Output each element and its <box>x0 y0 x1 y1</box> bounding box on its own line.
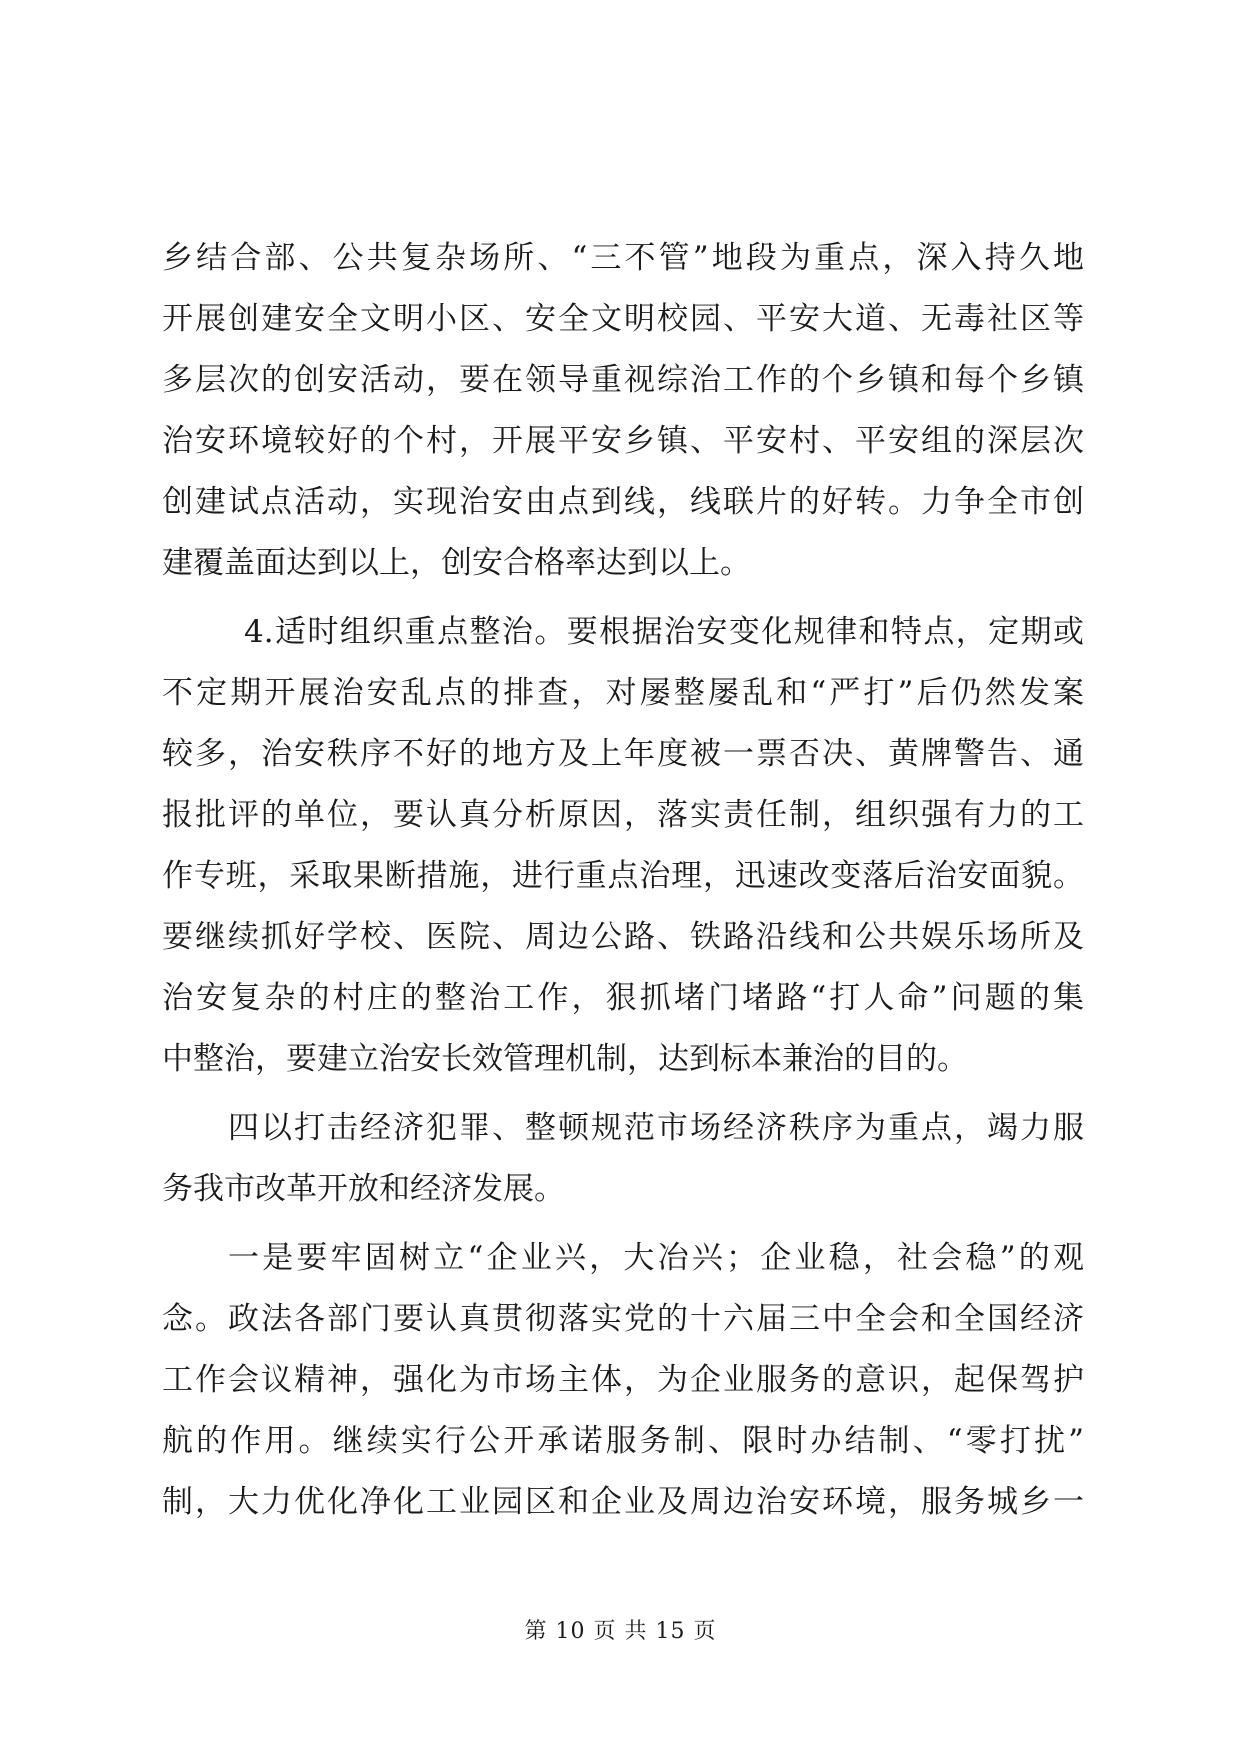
text-line: 航的作用。继续实行公开承诺服务制、限时办结制、“零打扰” <box>162 1423 1084 1459</box>
text-line: 较多，治安秩序不好的地方及上年度被一票否决、黄牌警告、通 <box>162 736 1084 772</box>
text-line: 一是要牢固树立“企业兴，大冶兴；企业稳，社会稳”的观 <box>228 1240 1084 1276</box>
text-line: 报批评的单位，要认真分析原因，落实责任制，组织强有力的工 <box>162 797 1084 833</box>
text-line: 开展创建安全文明小区、安全文明校园、平安大道、无毒社区等 <box>162 301 1084 337</box>
paragraph <box>162 602 1084 1090</box>
text-line: 不定期开展治安乱点的排查，对屡整屡乱和“严打”后仍然发案 <box>162 675 1084 711</box>
text-line: 四以打击经济犯罪、整顿规范市场经济秩序为重点，竭力服 <box>228 1110 1084 1146</box>
document-body <box>162 228 1084 1533</box>
text-line: 治安复杂的村庄的整治工作，狠抓堵门堵路“打人命”问题的集 <box>162 980 1084 1016</box>
text-line: 4.适时组织重点整治。要根据治安变化规律和特点，定期或 <box>244 614 1084 650</box>
text-line: 治安环境较好的个村，开展平安乡镇、平安村、平安组的深层次 <box>162 423 1084 459</box>
text-line: 乡结合部、公共复杂场所、“三不管”地段为重点，深入持久地 <box>162 240 1084 276</box>
paragraph <box>162 1098 1084 1220</box>
text-line: 工作会议精神，强化为市场主体，为企业服务的意识，起保驾护 <box>162 1362 1084 1398</box>
text-line: 创建试点活动，实现治安由点到线，线联片的好转。力争全市创 <box>162 484 1084 520</box>
text-line: 中整治，要建立治安长效管理机制，达到标本兼治的目的。 <box>162 1041 968 1077</box>
page-number-footer: 第 10 页 共 15 页 <box>524 1619 717 1644</box>
text-line: 多层次的创安活动，要在领导重视综治工作的个乡镇和每个乡镇 <box>162 362 1084 398</box>
text-line: 要继续抓好学校、医院、周边公路、铁路沿线和公共娱乐场所及 <box>162 919 1084 955</box>
paragraph <box>162 1228 1084 1533</box>
text-line: 制，大力优化净化工业园区和企业及周边治安环境，服务城乡一 <box>162 1484 1084 1520</box>
text-line: 建覆盖面达到以上，创安合格率达到以上。 <box>162 545 751 581</box>
text-line: 务我市改革开放和经济发展。 <box>162 1171 565 1207</box>
text-line: 作专班，采取果断措施，进行重点治理，迅速改变落后治安面貌。 <box>162 858 1084 894</box>
paragraph <box>162 228 1084 594</box>
text-line: 念。政法各部门要认真贯彻落实党的十六届三中全会和全国经济 <box>162 1301 1084 1337</box>
